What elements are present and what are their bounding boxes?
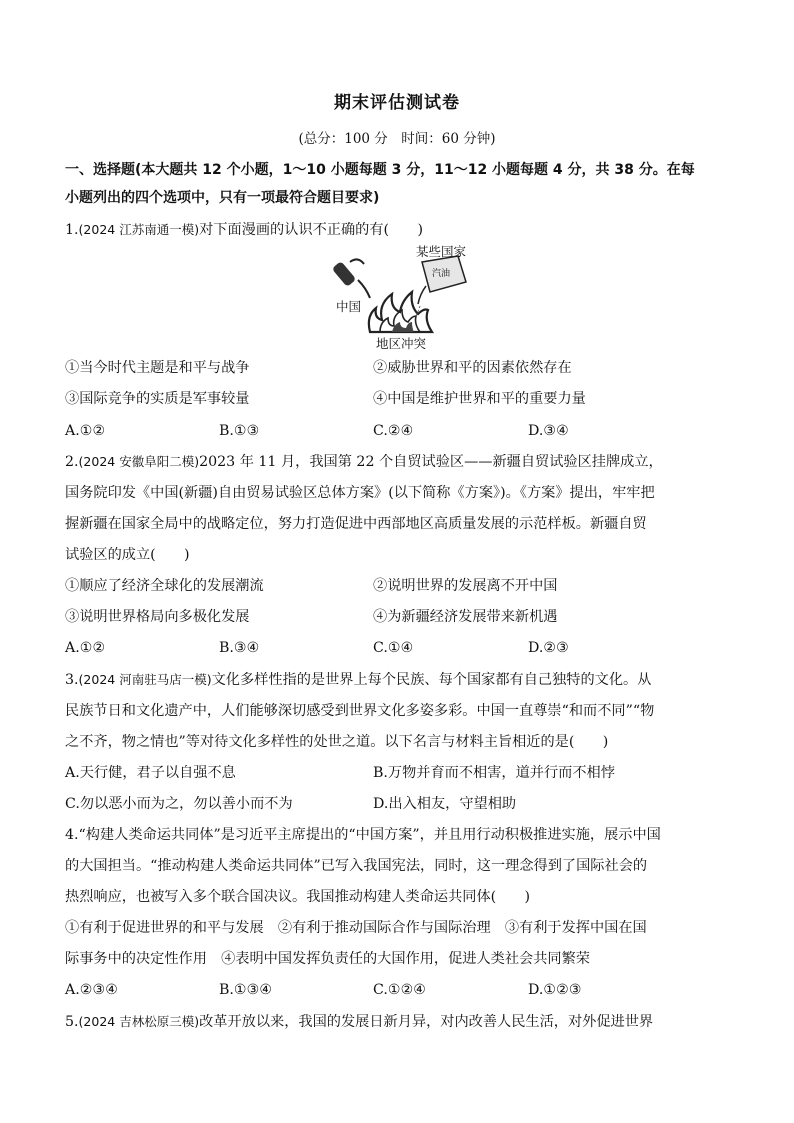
question-3-line-2: 民族节日和文化遗产中，人们能够深切感受到世界文化多姿多彩。中国一直尊崇“和而不同”“物 xyxy=(65,703,655,719)
question-2-line-4: 试验区的成立( ) xyxy=(65,547,190,563)
cartoon-label-china: 中国 xyxy=(336,299,362,314)
question-2-statement-2: ②说明世界的发展离不开中国 xyxy=(373,578,558,594)
question-4-line-2: 的大国担当。“推动构建人类命运共同体”已写入我国宪法，同时，这一理念得到了国际社会的 xyxy=(65,858,648,874)
question-5-source: (2024 吉林松原三模) xyxy=(78,1014,200,1029)
question-3-option-a: A.天行健，君子以自强不息 xyxy=(65,765,236,781)
question-1-number: 1. xyxy=(65,222,79,238)
question-3-line-1 xyxy=(65,670,733,690)
question-2-number: 2. xyxy=(65,454,79,470)
question-3-line-3: 之不齐，物之情也”等对待文化多样性的处世之道。以下名言与材料主旨相近的是( ) xyxy=(65,734,609,750)
section-heading-line-1: 一、选择题(本大题共 12 个小题，1～10 小题每题 3 分，11～12 小题每题 4 分，共 38 分。在每 xyxy=(65,162,695,178)
question-5-text: 改革开放以来，我国的发展日新月异，对内改善人民生活，对外促进世界 xyxy=(199,1014,654,1030)
question-5-line-1 xyxy=(65,1012,733,1032)
question-2-statement-1: ①顺应了经济全球化的发展潮流 xyxy=(65,578,264,594)
question-4-line-3: 热烈响应，也被写入多个联合国决议。我国推动构建人类命运共同体( ) xyxy=(65,889,531,905)
gasoline-can-icon xyxy=(416,256,466,316)
question-3-option-d: D.出入相友，守望相助 xyxy=(373,796,517,812)
question-1-cartoon xyxy=(322,240,474,352)
question-4-line-5: 际事务中的决定性作用 ④表明中国发挥负责任的大国作用，促进人类社会共同繁荣 xyxy=(65,951,590,967)
question-3-source: (2024 河南驻马店一模) xyxy=(78,672,212,687)
question-2-statement-4: ④为新疆经济发展带来新机遇 xyxy=(373,609,558,625)
question-2-text: 2023 年 11 月，我国第 22 个自贸试验区——新疆自贸试验区挂牌成立， xyxy=(199,454,663,470)
question-2-source: (2024 安徽阜阳二模) xyxy=(78,454,200,469)
question-2-line-1 xyxy=(65,452,733,472)
fire-icon xyxy=(369,292,432,332)
page-title: 期末评估测试卷 xyxy=(334,93,460,113)
question-1-statement-3: ③国际竞争的实质是军事较量 xyxy=(65,391,250,407)
question-2-line-2: 国务院印发《中国(新疆)自由贸易试验区总体方案》(以下简称《方案》)。《方案》提出，牢牢把 xyxy=(65,485,655,501)
question-2-option-a: A.①② xyxy=(65,640,106,656)
question-4-option-c: C.①②④ xyxy=(373,982,427,998)
question-4-line-1: 4.“构建人类命运共同体”是习近平主席提出的“中国方案”，并且用行动积极推进实施，展示中国 xyxy=(65,827,661,843)
question-1-option-b: B.①③ xyxy=(219,423,260,439)
question-5-number: 5. xyxy=(65,1014,79,1030)
question-1-statement-2: ②威胁世界和平的因素依然存在 xyxy=(373,360,572,376)
question-1-option-d: D.③④ xyxy=(528,423,569,439)
section-heading-line-2: 小题列出的四个选项中，只有一项最符合题目要求) xyxy=(65,190,380,206)
question-2-line-3: 握新疆在国家全局中的战略定位，努力打造促进中西部地区高质量发展的示范样板。新疆自贸 xyxy=(65,516,647,532)
cartoon-label-oil: 汽油 xyxy=(432,269,451,279)
question-4-line-4: ①有利于促进世界的和平与发展 ②有利于推动国际合作与国际治理 ③有利于发挥中国在国 xyxy=(65,920,647,936)
cartoon-label-country: 某些国家 xyxy=(416,244,467,259)
cartoon-label-conflict: 地区冲突 xyxy=(376,336,427,351)
question-1-option-c: C.②④ xyxy=(373,423,414,439)
question-1-stem xyxy=(65,220,733,240)
question-4-option-b: B.①③④ xyxy=(219,982,273,998)
question-2-statement-3: ③说明世界格局向多极化发展 xyxy=(65,609,250,625)
page-subtitle: (总分：100 分 时间：60 分钟) xyxy=(298,131,496,147)
question-3-option-c: C.勿以恶小而为之，勿以善小而不为 xyxy=(65,796,293,812)
question-3-option-b: B.万物并育而不相害，道并行而不相悖 xyxy=(373,765,615,781)
question-1-option-a: A.①② xyxy=(65,423,106,439)
question-4-option-d: D.①②③ xyxy=(528,982,582,998)
question-1-statement-1: ①当今时代主题是和平与战争 xyxy=(65,360,250,376)
question-3-text: 文化多样性指的是世界上每个民族、每个国家都有自己独特的文化。从 xyxy=(211,672,652,688)
question-2-option-d: D.②③ xyxy=(528,640,569,656)
question-2-option-c: C.①④ xyxy=(373,640,414,656)
question-3-number: 3. xyxy=(65,672,79,688)
question-2-option-b: B.③④ xyxy=(219,640,260,656)
question-4-option-a: A.②③④ xyxy=(65,982,118,998)
question-1-text: 对下面漫画的认识不正确的有( ) xyxy=(199,222,423,238)
fire-extinguisher-icon xyxy=(332,259,370,298)
question-1-source: (2024 江苏南通一模) xyxy=(78,222,200,237)
question-1-statement-4: ④中国是维护世界和平的重要力量 xyxy=(373,391,586,407)
